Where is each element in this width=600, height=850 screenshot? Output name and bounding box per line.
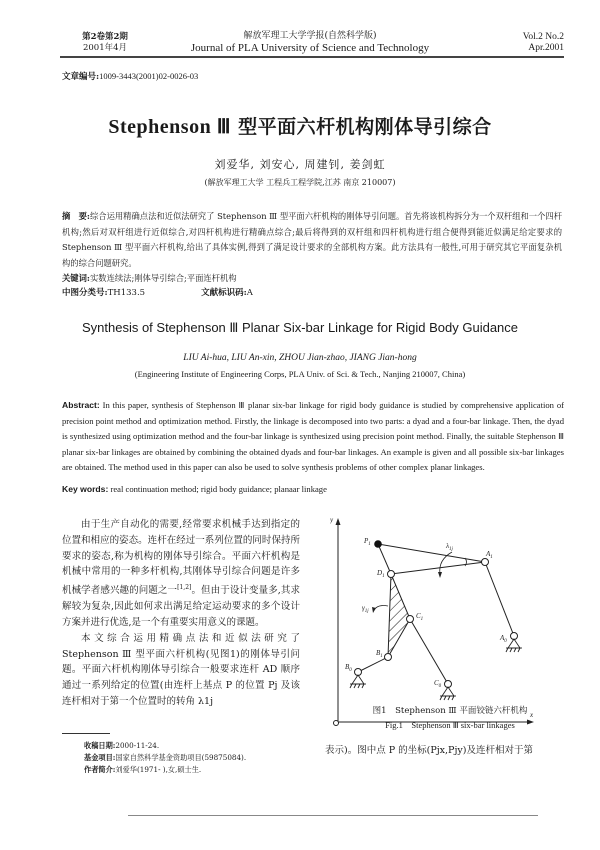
classification-value: TH133.5 — [107, 288, 146, 298]
header-date-cn: 2001年4月 — [82, 43, 128, 53]
journal-title-cn: 解放军理工大学学报(自然科学版) — [243, 31, 377, 41]
footnotes — [84, 740, 304, 776]
footnote-received — [84, 740, 304, 752]
keywords-cn — [62, 271, 562, 286]
abstract-cn — [62, 209, 562, 271]
body-paragraph-1 — [62, 517, 300, 631]
abstract-cn-text: 综合运用精确点法和近似法研究了 Stephenson Ⅲ 型平面六杆机构的刚体导引问题。首先将该机构拆分为一个双杆组和一个四杆机构;然后对双杆组进行近似综合,对四杆机构进行精确点综合;最后将得到的双杆组和四杆机构进行组合便得到能近似满足给定要求的 Stephenson Ⅲ 型平面六杆机构,给出了具体实例,得到了满足设计要求的全部机构方案。此方法具有一般性,可用于研究其它平面复杂机构的综合问题研究。 — [62, 211, 562, 268]
label-B1: $B_1$ — [376, 649, 383, 659]
para1-text: 由于生产自动化的需要,经常要求机械手达到指定的位置和相应的姿态。连杆在经过一系列位置的同时保持所要求的姿态,称为机构的刚体导引综合。平面六杆机构是机械中常用的一种多杆机构,其刚体导引综合问题是许多机械学者感兴趣的问题之一 — [62, 519, 300, 597]
label-lambda: $\lambda_{1j}$ — [446, 542, 453, 552]
classification — [62, 286, 562, 301]
citation-ref: [1,2] — [177, 584, 192, 592]
figure-caption-en: Fig.1 Stephenson Ⅲ six-bar linkages — [385, 720, 515, 730]
page-title-cn — [0, 112, 600, 139]
label-C1: $C_1$ — [416, 612, 424, 622]
journal-title — [160, 30, 460, 54]
classification-label: 中图分类号: — [62, 288, 108, 298]
footnote-fund — [84, 752, 304, 764]
header-issue — [60, 32, 150, 54]
affiliation-en: (Engineering Institute of Engineering Corps, PLA Univ. of Sci. & Tech., Nanjing 210007, China) — [134, 369, 466, 379]
doc-code-value: A — [246, 288, 253, 298]
article-number — [62, 70, 198, 82]
article-number-label: 文章编号: — [62, 72, 100, 82]
footnote-rule — [62, 733, 110, 734]
body-text — [62, 517, 300, 710]
body-paragraph-2: 本文综合运用精确点法和近似法研究了 Stephenson Ⅲ 型平面六杆机构(见图1)的刚体导引问题。平面六杆机构刚体导引综合一般要求连杆 AD 顺序通过一系列给定的位置(由连杆上基点 P 的位置 Pj 及该连杆相对于第一个位置时的转角 λ1j — [62, 632, 300, 707]
x-axis-label: x — [530, 711, 534, 719]
keywords-en-label: Key words: — [62, 484, 109, 494]
title-cn-en-part: Stephenson Ⅲ — [108, 116, 231, 138]
footnote-label: 收稿日期: — [84, 741, 116, 750]
footnote-text: 国家自然科学基金资助项目(59875084). — [115, 753, 247, 762]
header-volume-en — [478, 32, 564, 54]
authors-en: LIU Ai-hua, LIU An-xin, ZHOU Jian-zhao, JIANG Jian-hong — [183, 353, 417, 363]
figure-caption-cn: 图1 Stephenson Ⅲ 平面铰链六杆机构 — [372, 706, 528, 716]
label-C0: $C_0$ — [434, 679, 442, 689]
keywords-cn-text: 实数连续法;刚体导引综合;平面连杆机构 — [89, 273, 237, 283]
y-axis-label: y — [330, 516, 334, 524]
footnote-text: 2000-11-24. — [115, 741, 160, 750]
label-D1: $D_1$ — [377, 569, 385, 579]
footnote-text: 刘爱华(1971- ),女,硕士生. — [115, 765, 202, 774]
para1-text-cont: 。但由于设计变量多,其求解较为复杂,因此如何求出满足给定运动要求的多个设计方案并进行优选,是一个有重要实用意义的课题。 — [62, 585, 300, 628]
header-vol-no: Vol.2 No.2 — [522, 32, 564, 42]
keywords-en-text: real continuation method; rigid body guidance; planaar linkage — [108, 484, 327, 494]
abstract-en-label: Abstract: — [62, 400, 100, 410]
label-A0: $A_0$ — [500, 634, 507, 644]
label-gamma: $\gamma_{1j}$ — [362, 604, 369, 614]
authors-cn: 刘爱华, 刘安心, 周建钊, 姜剑虹 — [214, 158, 386, 171]
footnote-label: 作者简介: — [84, 765, 116, 774]
header-rule — [60, 56, 564, 58]
page-title-en: Synthesis of Stephenson Ⅲ Planar Six-bar Linkage for Rigid Body Guidance — [81, 320, 519, 335]
abstract-en-text: In this paper, synthesis of Stephenson Ⅲ planar six-bar linkage for rigid body guidance is studied by comprehensive application of precision point method and optimization method. Firstly, the linkage is decomposed into two parts: a dyad and a four-bar linkage. Then, the dyad is synthesized using optimization method and the four-bar linkage is synthesized using precision point method. Finally, the suitable Stephenson Ⅲ planar six-bar linkages are obtained by combining the obtained dyads and four-bar linkages. An example is given and all possible six-bar linkages are obtained. The method used in this paper can also be used to solve synthesis problems of other complex planar linkages. — [62, 400, 564, 473]
scan-bottom-line — [128, 815, 538, 816]
doc-code-label: 文献标识码: — [201, 288, 247, 298]
label-P1: $P_1$ — [364, 537, 371, 547]
footnote-author — [84, 764, 304, 776]
label-B0: $B_0$ — [345, 663, 352, 673]
abstract-en — [62, 398, 564, 476]
body-text-right-column: 表示)。图中点 P 的坐标(Pjx,Pjy)及连杆相对于第 — [325, 745, 533, 756]
keywords-en — [62, 484, 564, 494]
header-volume-issue: 第2卷第2期 — [82, 32, 128, 42]
journal-title-en: Journal of PLA University of Science and Technology — [190, 42, 430, 54]
article-number-value: 1009-3443(2001)02-0026-03 — [99, 71, 199, 81]
label-A1: $A_1$ — [486, 550, 493, 560]
title-cn-cn-part: 型平面六杆机构刚体导引综合 — [238, 116, 492, 138]
affiliation-cn: (解放军理工大学 工程兵工程学院,江苏 南京 210007) — [204, 178, 396, 187]
keywords-cn-label: 关键词: — [62, 273, 90, 283]
footnote-label: 基金项目: — [84, 753, 116, 762]
abstract-cn-label: 摘 要: — [62, 211, 90, 221]
header-date-en: Apr.2001 — [528, 43, 564, 53]
